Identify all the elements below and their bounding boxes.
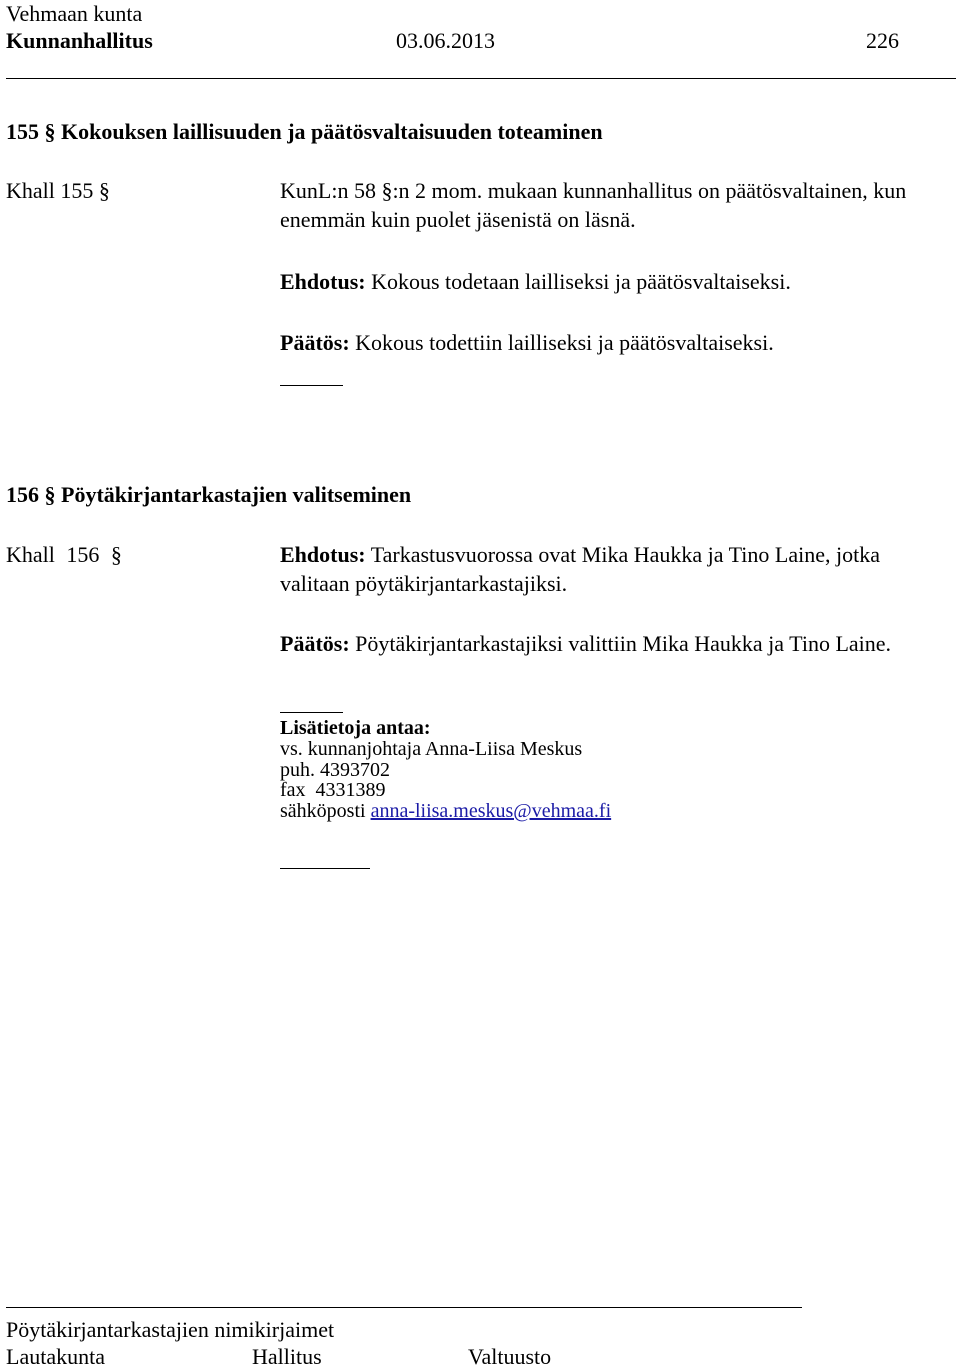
org-name: Vehmaan kunta [6,1,143,26]
email-link[interactable]: anna-liisa.meskus@vehmaa.fi [370,800,612,822]
section-155-end-rule [280,385,343,386]
section-156-proposal [280,541,950,598]
decision-label: Päätös: [280,330,350,355]
section-156-title: 156 § Pöytäkirjantarkastajien valitseminen [6,482,412,507]
section-156-ref: Khall 156 § [6,542,122,567]
section-155-decision [280,329,774,358]
section-155-intro: KunL:n 58 §:n 2 mom. mukaan kunnanhallitus on päätösvaltainen, kun enemmän kuin puolet jäsenistä on läsnä. [280,178,907,232]
body-name: Kunnanhallitus [6,28,153,53]
contact-fax: fax 4331389 [280,779,386,801]
decision-text: Kokous todettiin lailliseksi ja päätösvaltaiseksi. [355,330,774,355]
contact-email-line [280,801,611,821]
decision-end-rule [280,712,343,713]
section-155-title: 155 § Kokouksen laillisuuden ja päätösvaltaisuuden toteaminen [6,119,603,144]
decision-text: Pöytäkirjantarkastajiksi valittiin Mika Haukka ja Tino Laine. [355,631,892,656]
email-prefix: sähköposti [280,800,371,822]
proposal-label: Ehdotus: [280,542,366,567]
section-155-proposal [280,268,791,297]
proposal-text: Tarkastusvuorossa ovat Mika Haukka ja Tino Laine, jotka valitaan pöytäkirjantarkastajiksi. [280,542,880,596]
decision-label: Päätös: [280,631,350,656]
footer-col-hallitus: Hallitus [252,1344,322,1369]
proposal-text: Kokous todetaan lailliseksi ja päätösvaltaiseksi. [371,269,791,294]
page-number: 226 [866,28,899,53]
footer-rule [6,1307,802,1308]
contact-phone: puh. 4393702 [280,759,390,781]
footer-col-valtuusto: Valtuusto [468,1344,552,1369]
contact-person: vs. kunnanjohtaja Anna-Liisa Meskus [280,738,583,760]
meeting-date: 03.06.2013 [396,28,495,53]
section-156-decision [280,630,950,659]
contact-label: Lisätietoja antaa: [280,717,431,739]
proposal-label: Ehdotus: [280,269,366,294]
signatures-label: Pöytäkirjantarkastajien nimikirjaimet [6,1317,335,1342]
header-rule [6,78,956,79]
section-155-ref: Khall 155 § [6,178,110,203]
footer-col-lautakunta: Lautakunta [6,1344,105,1369]
section-156-end-rule [280,868,370,869]
